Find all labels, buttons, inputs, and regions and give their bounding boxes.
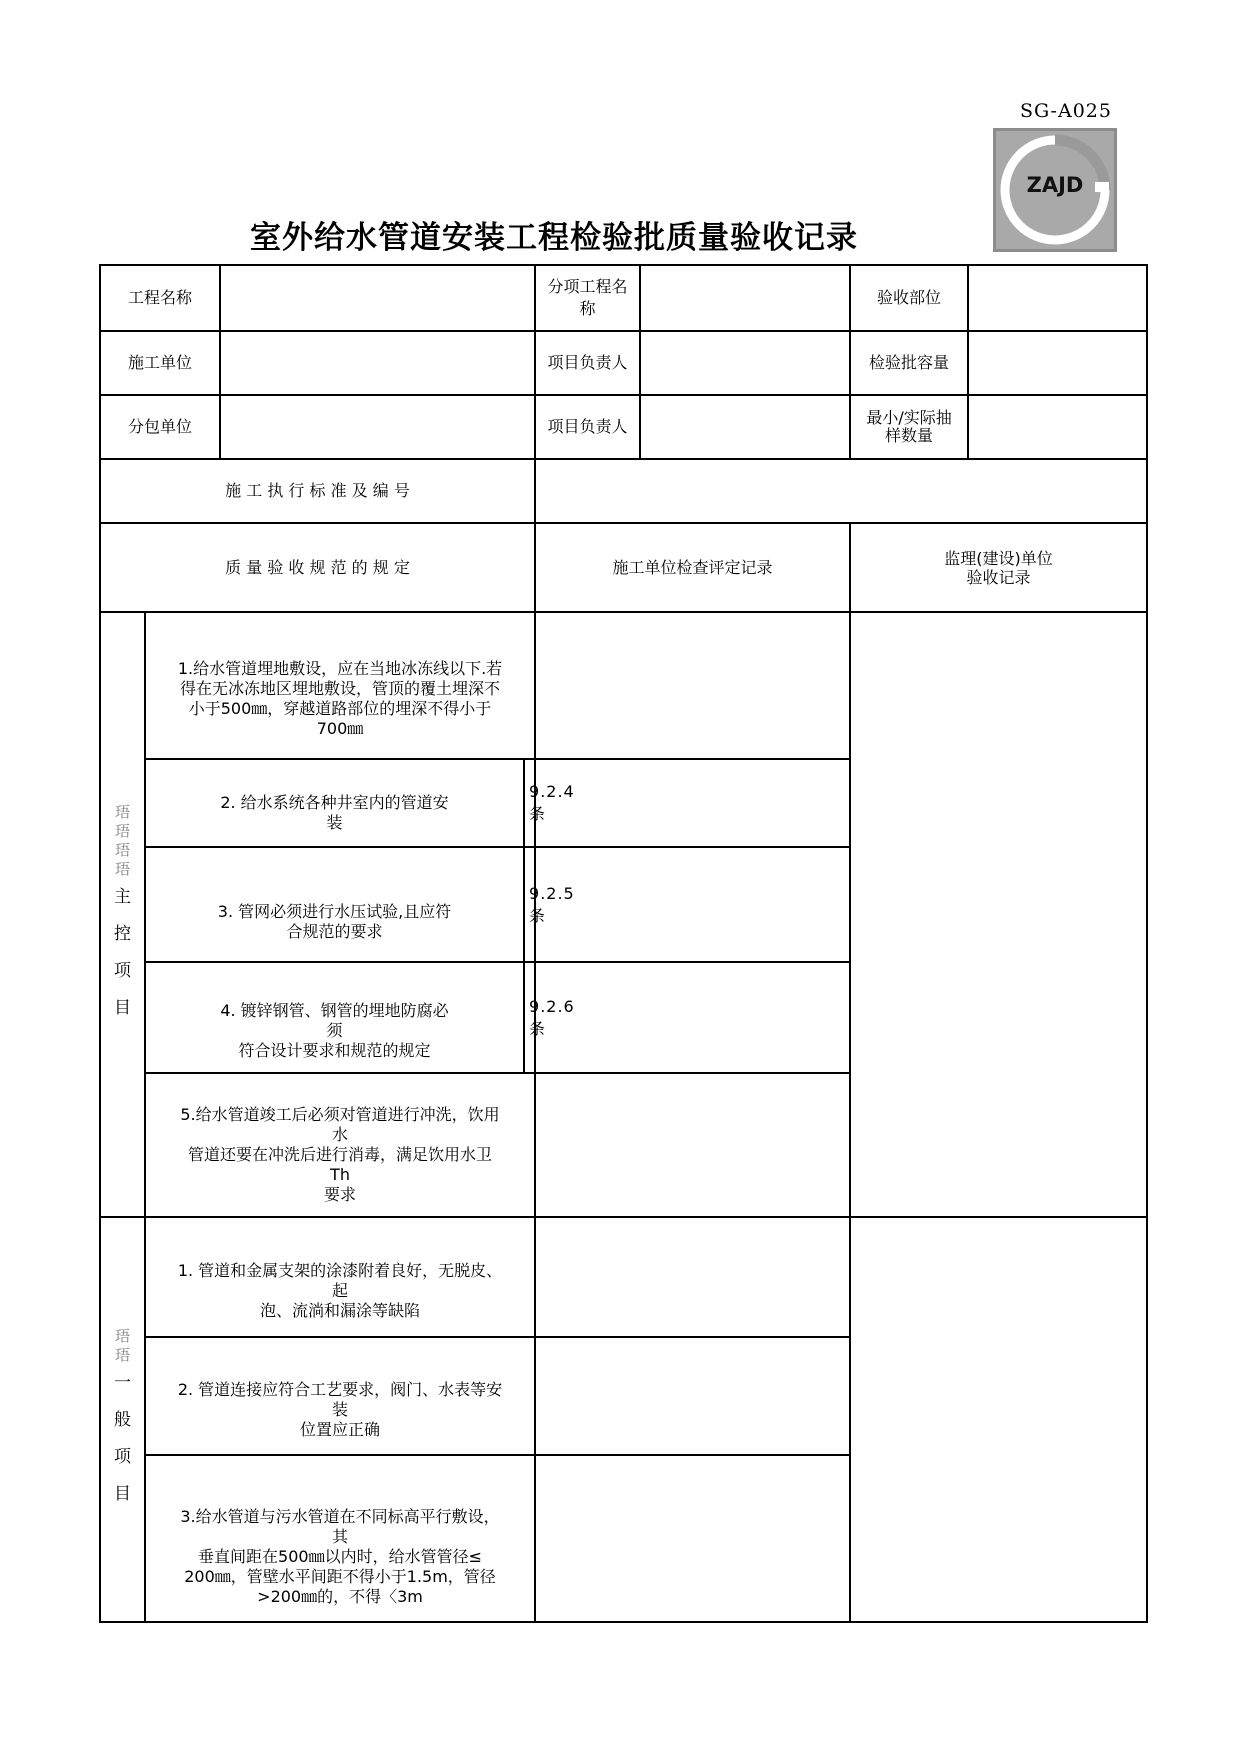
construction-record-header: 施工单位检查评定记录 xyxy=(535,523,850,612)
main-control-supervision xyxy=(850,612,1147,1217)
spec-column-header: 质 量 验 收 规 范 的 规 定 xyxy=(100,523,535,612)
main-control-item-3-ref: 9.2.5条 xyxy=(524,847,535,962)
general-side-label xyxy=(100,1217,145,1622)
standard-label: 施 工 执 行 标 准 及 编 号 xyxy=(100,459,535,523)
subcontract-unit-label: 分包单位 xyxy=(100,395,220,459)
construction-unit-label: 施工单位 xyxy=(100,331,220,395)
main-control-item-5: 5.给水管道竣工后必须对管道进行冲洗，饮用 水 管道还要在冲洗后进行消毒，满足饮用水卫 Th 要求 xyxy=(145,1073,535,1217)
main_control-side-faint-char: 珸 xyxy=(114,821,130,840)
project-manager-label-2: 项目负责人 xyxy=(535,395,640,459)
main-control-item-2-ref: 9.2.4条 xyxy=(524,759,535,847)
general-side-faint-char: 珸 xyxy=(114,1326,130,1345)
sub-project-label: 分项工程名称 xyxy=(535,265,640,331)
main_control-side-faint-char: 珸 xyxy=(114,840,130,859)
general-supervision xyxy=(850,1217,1147,1622)
main_control-side-faint-char: 珸 xyxy=(114,859,130,878)
form-code: SG-A025 xyxy=(1020,100,1112,122)
general-item-1: 1. 管道和金属支架的涂漆附着良好，无脱皮、 起 泡、流淌和漏涂等缺陷 xyxy=(145,1217,535,1337)
general-item-2-record xyxy=(535,1337,850,1455)
general-side-faint-char: 珸 xyxy=(114,1345,130,1364)
main-control-item-5-record xyxy=(535,1073,850,1217)
batch-capacity-label: 检验批容量 xyxy=(850,331,968,395)
subcontract-unit-value xyxy=(220,395,535,459)
zajd-logo xyxy=(993,128,1117,252)
sample-qty-label: 最小/实际抽样数量 xyxy=(850,395,968,459)
standard-value xyxy=(535,459,1147,523)
project-manager-value xyxy=(640,331,850,395)
main-control-item-3-record xyxy=(535,847,850,962)
acceptance-part-label: 验收部位 xyxy=(850,265,968,331)
sub-project-value xyxy=(640,265,850,331)
main-control-item-4: 4. 镀锌钢管、钢管的埋地防腐必 须 符合设计要求和规范的规定 xyxy=(145,962,524,1073)
main_control-side-char: 目 xyxy=(114,997,131,1018)
general-item-3-record xyxy=(535,1455,850,1622)
logo-text: ZAJD xyxy=(1026,173,1084,197)
main-control-item-3: 3. 管网必须进行水压试验,且应符 合规范的要求 xyxy=(145,847,524,962)
main-control-side-label xyxy=(100,612,145,1217)
main_control-side-faint-char: 珸 xyxy=(114,802,130,821)
general-item-2: 2. 管道连接应符合工艺要求，阀门、水表等安 装 位置应正确 xyxy=(145,1337,535,1455)
construction-unit-value xyxy=(220,331,535,395)
general-side-char: 项 xyxy=(114,1446,131,1467)
main-control-item-2: 2. 给水系统各种井室内的管道安 装 xyxy=(145,759,524,847)
batch-capacity-value xyxy=(968,331,1147,395)
general-side-char: 目 xyxy=(114,1483,131,1504)
acceptance-part-value xyxy=(968,265,1147,331)
main_control-side-char: 项 xyxy=(114,960,131,981)
general-item-1-record xyxy=(535,1217,850,1337)
inspection-record-table xyxy=(99,264,1148,1623)
sample-qty-value xyxy=(968,395,1147,459)
main-control-item-4-ref: 9.2.6条 xyxy=(524,962,535,1073)
general-side-char: 般 xyxy=(114,1409,131,1430)
main-control-item-4-record xyxy=(535,962,850,1073)
supervision-record-header: 监理(建设)单位 验收记录 xyxy=(850,523,1147,612)
general-item-3: 3.给水管道与污水管道在不同标高平行敷设， 其 垂直间距在500㎜以内时，给水管管径≤ 200㎜，管壁水平间距不得小于1.5m，管径 >200㎜的，不得〈3m xyxy=(145,1455,535,1622)
main_control-side-char: 主 xyxy=(114,886,131,907)
project-manager-value-2 xyxy=(640,395,850,459)
main-control-item-2-record xyxy=(535,759,850,847)
general-side-char: 一 xyxy=(114,1372,131,1393)
project-name-value xyxy=(220,265,535,331)
main_control-side-char: 控 xyxy=(114,923,131,944)
project-name-label: 工程名称 xyxy=(100,265,220,331)
main-control-item-1: 1.给水管道埋地敷设，应在当地冰冻线以下.若 得在无冰冻地区埋地敷设，管顶的覆土埋深不 小于500㎜，穿越道路部位的埋深不得小于 700㎜ xyxy=(145,612,535,759)
page-title: 室外给水管道安装工程检验批质量验收记录 xyxy=(250,220,858,256)
main-control-item-1-record xyxy=(535,612,850,759)
project-manager-label: 项目负责人 xyxy=(535,331,640,395)
